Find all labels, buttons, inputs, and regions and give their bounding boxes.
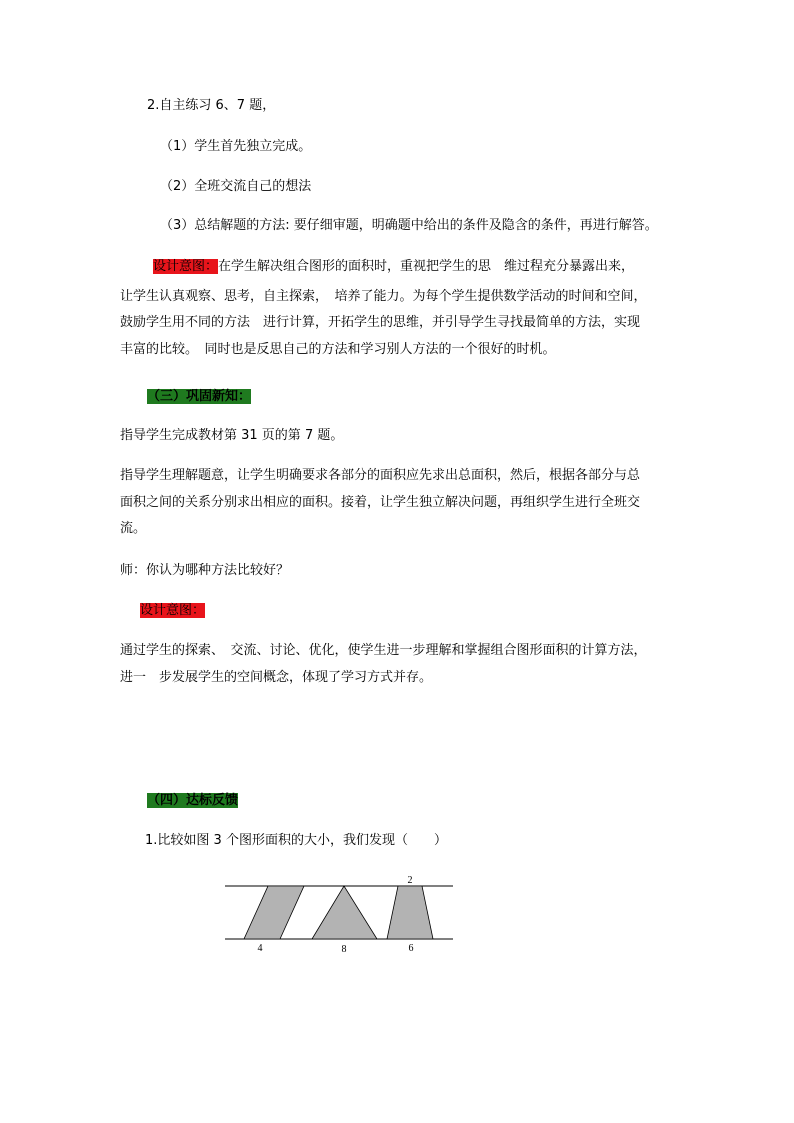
trapezoid-base-label: 6 <box>408 943 414 954</box>
section3-para1: 指导学生完成教材第 31 页的第 7 题。 <box>120 428 344 443</box>
section3-heading: （三）巩固新知： <box>147 389 252 404</box>
section3-heading-row <box>147 389 251 405</box>
design-intent-2-label-row <box>140 603 205 619</box>
triangle-base-label: 8 <box>341 944 347 955</box>
design-intent-line: 丰富的比较。 同时也是反思自己的方法和学习别人方法的一个很好的时机。 <box>120 342 556 357</box>
design-intent-text: 在学生解决组合图形的面积时，重视把学生的思 维过程充分暴露出来， <box>218 259 635 274</box>
design-intent-1-first-line <box>153 259 634 275</box>
item2-step1: （1）学生首先独立完成。 <box>160 139 312 154</box>
triangle-shape <box>312 886 377 939</box>
section4-heading-row <box>147 793 238 809</box>
section3-para2-line: 面积之间的关系分别求出相应的面积。接着，让学生独立解决问题，再组织学生进行全班交 <box>120 495 641 510</box>
trapezoid-top-label: 2 <box>407 875 413 886</box>
area-comparison-figure <box>220 872 460 956</box>
item2-step2: （2）全班交流自己的想法 <box>160 179 312 194</box>
design-intent-label: 设计意图： <box>153 259 219 274</box>
section4-heading: （四）达标反馈 <box>147 793 239 808</box>
teacher-question: 师：你认为哪种方法比较好？ <box>120 563 290 578</box>
parallelogram-shape <box>244 886 304 939</box>
design-intent-line: 鼓励学生用不同的方法 进行计算，开拓学生的思维，并引导学生寻找最简单的方法，实现 <box>120 315 641 330</box>
parallelogram-base-label: 4 <box>257 943 263 954</box>
section3-para2-line: 流。 <box>120 521 147 536</box>
design-intent-2-line: 进一 步发展学生的空间概念，体现了学习方式并存。 <box>120 670 433 685</box>
design-intent-line: 让学生认真观察、思考，自主探索， 培养了能力。为每个学生提供数学活动的时间和空间， <box>120 289 647 304</box>
design-intent-2-line: 通过学生的探索、 交流、讨论、优化，使学生进一步理解和掌握组合图形面积的计算方法， <box>120 643 647 658</box>
design-intent-label: 设计意图： <box>140 603 206 618</box>
section4-question: 1.比较如图 3 个图形面积的大小，我们发现（ ） <box>145 833 447 848</box>
item2-title: 2.自主练习 6、7 题， <box>147 98 276 113</box>
section3-para2-line: 指导学生理解题意，让学生明确要求各部分的面积应先求出总面积，然后，根据各部分与总 <box>120 468 641 483</box>
item2-step3: （3）总结解题的方法: 要仔细审题，明确题中给出的条件及隐含的条件，再进行解答。 <box>160 218 658 233</box>
trapezoid-shape <box>387 886 433 939</box>
